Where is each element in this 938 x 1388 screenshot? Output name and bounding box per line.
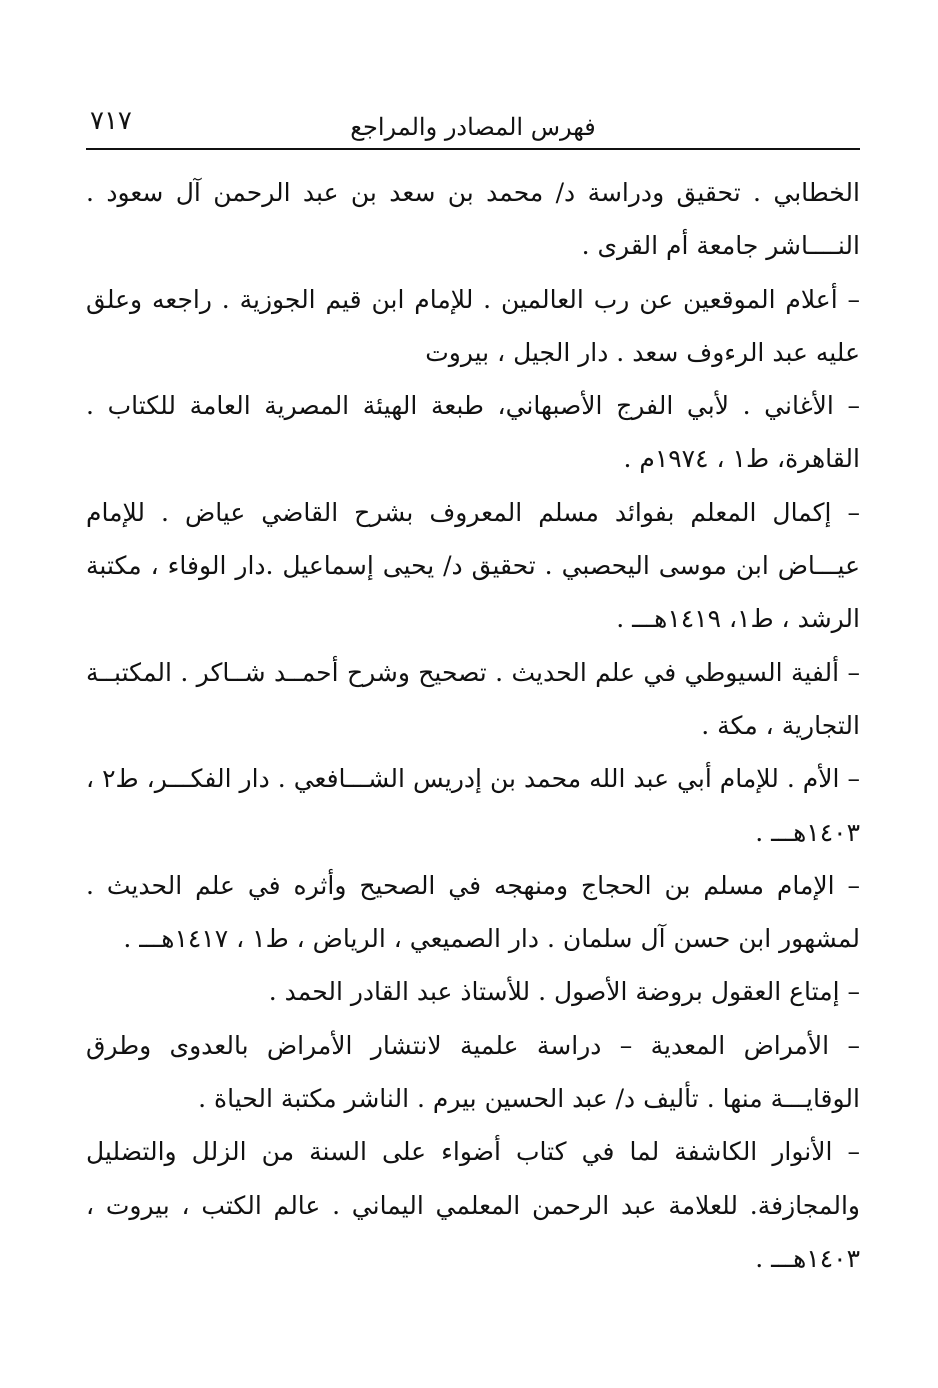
bibliography-entry: – الأنوار الكاشفة لما في كتاب أضواء على السنة من الزلل والتضليل والمجازفة. للعلامة عبد الرحمن المعلمي اليماني . عالم الكتب ، بيروت ، ١٤٠٣هـــ . bbox=[86, 1137, 860, 1273]
bibliography-entry: الخطابي . تحقيق ودراسة د/ محمد بن سعد بن عبد الرحمن آل سعود . النــــاشر جامعة أم القرى . bbox=[86, 178, 860, 261]
bibliography-entry: – الإمام مسلم بن الحجاج ومنهجه في الصحيح وأثره في علم الحديث . لمشهور ابن حسن آل سلمان . دار الصميعي ، الرياض ، ط١ ، ١٤١٧هـــ . bbox=[86, 870, 860, 954]
bibliography-entry: – أعلام الموقعين عن رب العالمين . للإمام ابن قيم الجوزية . راجعه وعلق عليه عبد الرءوف سعد . دار الجيل ، بيروت bbox=[86, 284, 860, 367]
bibliography-entry: – إكمال المعلم بفوائد مسلم المعروف بشرح القاضي عياض . للإمام عيـــاض ابن موسى اليحصبي . تحقيق د/ يحيى إسماعيل .دار الوفاء ، مكتبة الرشد ، ط١، ١٤١٩هـــ . bbox=[86, 497, 860, 634]
bibliography-entry: – ألفية السيوطي في علم الحديث . تصحيح وشرح أحمــد شــاكر . المكتبــة التجارية ، مكة . bbox=[86, 657, 860, 740]
page-number: ٧١٧ bbox=[90, 106, 132, 136]
bibliography-entry: – إمتاع العقول بروضة الأصول . للأستاذ عبد القادر الحمد . bbox=[268, 977, 860, 1007]
bibliography-entry: – الأم . للإمام أبي عبد الله محمد بن إدريس الشـــافعي . دار الفكـــر، ط٢ ، ١٤٠٣هـــ . bbox=[86, 764, 861, 847]
bibliography-entry: – الأغاني . لأبي الفرج الأصبهاني، طبعة الهيئة المصرية العامة للكتاب . القاهرة، ط١ ، ١٩٧٤م . bbox=[86, 391, 860, 474]
bibliography-entry: – الأمراض المعدية – دراسة علمية لانتشار الأمراض بالعدوى وطرق الوقايـــة منها . تأليف د/ عبد الحسين بيرم . الناشر مكتبة الحياة . bbox=[86, 1030, 860, 1114]
page-header bbox=[86, 100, 860, 150]
running-title: فهرس المصادر والمراجع bbox=[350, 113, 596, 141]
bibliography-list bbox=[86, 166, 860, 1285]
